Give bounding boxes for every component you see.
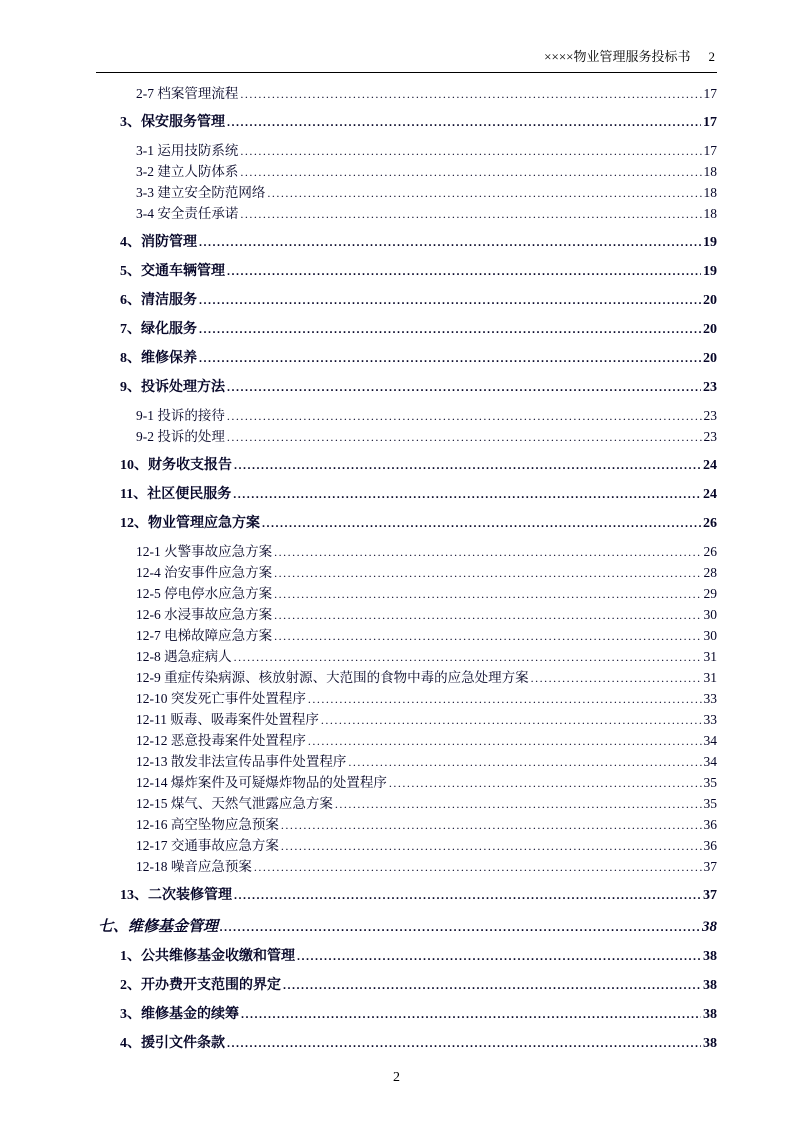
- toc-entry-label: 12-18 噪音应急预案: [136, 859, 252, 874]
- toc-entry[interactable]: [96, 455, 717, 476]
- dot-leader: [274, 563, 701, 583]
- toc-entry-page: 24: [703, 458, 717, 473]
- toc-entry-label: 12-5 停电停水应急方案: [136, 586, 273, 601]
- dot-leader: [234, 885, 701, 906]
- dot-leader: [227, 427, 702, 447]
- toc-entry-label: 13、二次装修管理: [120, 888, 232, 903]
- toc-entry-page: 37: [703, 859, 717, 874]
- toc-entry-label: 12-15 煤气、天然气泄露应急方案: [136, 796, 333, 811]
- toc-entry-page: 36: [703, 838, 717, 853]
- dot-leader: [308, 731, 702, 751]
- toc-entry-label: 12-14 爆炸案件及可疑爆炸物品的处置程序: [136, 775, 387, 790]
- toc-entry-page: 17: [703, 143, 717, 158]
- toc-entry-label: 6、清洁服务: [120, 293, 197, 308]
- toc-entry-label: 4、援引文件条款: [120, 1036, 225, 1051]
- toc-entry[interactable]: [96, 857, 717, 877]
- dot-leader: [274, 626, 701, 646]
- dot-leader: [241, 1004, 701, 1025]
- toc-entry-page: 18: [703, 206, 717, 221]
- dot-leader: [227, 261, 701, 282]
- dot-leader: [281, 836, 702, 856]
- toc-entry-page: 24: [703, 487, 717, 502]
- toc-entry[interactable]: [96, 141, 717, 161]
- toc-entry-page: 31: [703, 670, 717, 685]
- toc-entry-label: 2、开办费开支范围的界定: [120, 978, 281, 993]
- toc-entry[interactable]: [96, 605, 717, 625]
- toc-entry[interactable]: [96, 232, 717, 253]
- dot-leader: [227, 112, 701, 133]
- toc-entry[interactable]: [96, 584, 717, 604]
- toc-entry-label: 5、交通车辆管理: [120, 264, 225, 279]
- toc-entry[interactable]: [96, 885, 717, 906]
- toc-entry[interactable]: [96, 626, 717, 646]
- toc-entry-label: 1、公共维修基金收缴和管理: [120, 949, 295, 964]
- toc-entry-label: 12-9 重症传染病源、核放射源、大范围的食物中毒的应急处理方案: [136, 670, 529, 685]
- dot-leader: [274, 542, 701, 562]
- toc-entry-label: 3-2 建立人防体系: [136, 164, 239, 179]
- toc-entry[interactable]: [96, 710, 717, 730]
- toc-entry-page: 20: [703, 351, 717, 366]
- toc-entry-page: 18: [703, 185, 717, 200]
- toc-entry-label: 12-17 交通事故应急方案: [136, 838, 279, 853]
- toc-entry[interactable]: [96, 731, 717, 751]
- toc-entry-page: 17: [703, 86, 717, 101]
- toc-entry-label: 12-8 遇急症病人: [136, 649, 232, 664]
- toc-entry-label: 9-1 投诉的接待: [136, 408, 225, 423]
- toc-entry[interactable]: [96, 484, 717, 505]
- dot-leader: [227, 1033, 701, 1054]
- toc-entry-page: 30: [703, 607, 717, 622]
- page-header: [96, 46, 717, 73]
- footer-page-number: 2: [393, 1070, 400, 1085]
- dot-leader: [308, 689, 702, 709]
- toc-entry-label: 3-3 建立安全防范网络: [136, 185, 266, 200]
- dot-leader: [281, 815, 702, 835]
- dot-leader: [297, 946, 701, 967]
- toc-entry-page: 23: [703, 380, 717, 395]
- header-page-number: 2: [708, 49, 715, 64]
- toc-entry-page: 26: [703, 516, 717, 531]
- dot-leader: [233, 484, 701, 505]
- toc-entry-label: 七、维修基金管理: [98, 919, 219, 935]
- dot-leader: [199, 232, 701, 253]
- dot-leader: [262, 513, 701, 534]
- toc-entry[interactable]: [96, 1033, 717, 1054]
- toc-entry[interactable]: [96, 917, 717, 937]
- table-of-contents: [96, 84, 717, 1054]
- toc-entry-page: 23: [703, 408, 717, 423]
- dot-leader: [254, 857, 702, 877]
- toc-entry-page: 20: [703, 322, 717, 337]
- dot-leader: [267, 183, 701, 203]
- toc-entry-page: 35: [703, 775, 717, 790]
- toc-entry-label: 12-11 贩毒、吸毒案件处置程序: [136, 712, 319, 727]
- toc-entry[interactable]: [96, 836, 717, 856]
- toc-entry-page: 38: [702, 919, 717, 935]
- toc-entry[interactable]: [96, 162, 717, 182]
- toc-entry-label: 12-10 突发死亡事件处置程序: [136, 691, 306, 706]
- toc-entry-label: 9-2 投诉的处理: [136, 429, 225, 444]
- toc-entry-page: 17: [703, 115, 717, 130]
- dot-leader: [227, 406, 702, 426]
- dot-leader: [199, 348, 701, 369]
- toc-entry-label: 12-16 高空坠物应急预案: [136, 817, 279, 832]
- toc-entry-page: 28: [703, 565, 717, 580]
- toc-entry[interactable]: [96, 319, 717, 340]
- toc-entry-label: 2-7 档案管理流程: [136, 86, 239, 101]
- toc-entry-label: 9、投诉处理方法: [120, 380, 225, 395]
- toc-entry-page: 18: [703, 164, 717, 179]
- dot-leader: [220, 917, 700, 937]
- toc-entry[interactable]: [96, 815, 717, 835]
- dot-leader: [321, 710, 702, 730]
- dot-leader: [199, 319, 701, 340]
- dot-leader: [240, 204, 701, 224]
- toc-entry[interactable]: [96, 112, 717, 133]
- dot-leader: [240, 141, 701, 161]
- toc-entry-label: 12-13 散发非法宣传品事件处置程序: [136, 754, 347, 769]
- toc-entry[interactable]: [96, 668, 717, 688]
- toc-entry-label: 12-1 火警事故应急方案: [136, 544, 273, 559]
- toc-entry-label: 8、维修保养: [120, 351, 197, 366]
- dot-leader: [240, 84, 701, 104]
- toc-entry[interactable]: [96, 563, 717, 583]
- toc-entry-page: 19: [703, 264, 717, 279]
- dot-leader: [274, 584, 701, 604]
- toc-entry-page: 36: [703, 817, 717, 832]
- toc-entry[interactable]: [96, 406, 717, 426]
- toc-entry[interactable]: [96, 975, 717, 996]
- toc-entry-page: 30: [703, 628, 717, 643]
- toc-entry-page: 37: [703, 888, 717, 903]
- toc-entry-label: 7、绿化服务: [120, 322, 197, 337]
- toc-entry-label: 10、财务收支报告: [120, 458, 232, 473]
- toc-entry[interactable]: [96, 689, 717, 709]
- toc-entry[interactable]: [96, 183, 717, 203]
- toc-entry-label: 12-6 水浸事故应急方案: [136, 607, 273, 622]
- toc-entry-label: 3、维修基金的续筹: [120, 1007, 239, 1022]
- toc-entry[interactable]: [96, 647, 717, 667]
- toc-entry[interactable]: [96, 377, 717, 398]
- toc-entry-page: 31: [703, 649, 717, 664]
- toc-entry-label: 3-4 安全责任承诺: [136, 206, 239, 221]
- page-footer: [0, 1070, 793, 1086]
- toc-entry[interactable]: [96, 261, 717, 282]
- dot-leader: [283, 975, 701, 996]
- toc-entry-label: 12-4 治安事件应急方案: [136, 565, 273, 580]
- toc-entry-label: 12-12 恶意投毒案件处置程序: [136, 733, 306, 748]
- toc-entry-label: 3、保安服务管理: [120, 115, 225, 130]
- toc-entry-label: 12-7 电梯故障应急方案: [136, 628, 273, 643]
- toc-entry-page: 19: [703, 235, 717, 250]
- dot-leader: [240, 162, 701, 182]
- toc-entry-label: 11、社区便民服务: [120, 487, 232, 502]
- toc-entry-label: 4、消防管理: [120, 235, 197, 250]
- dot-leader: [227, 377, 701, 398]
- toc-entry[interactable]: [96, 542, 717, 562]
- toc-entry-page: 34: [703, 754, 717, 769]
- toc-entry-label: 12、物业管理应急方案: [120, 516, 260, 531]
- dot-leader: [234, 455, 701, 476]
- dot-leader: [389, 773, 702, 793]
- toc-entry[interactable]: [96, 204, 717, 224]
- toc-entry-page: 23: [703, 429, 717, 444]
- toc-entry[interactable]: [96, 794, 717, 814]
- dot-leader: [348, 752, 701, 772]
- dot-leader: [234, 647, 702, 667]
- toc-entry[interactable]: [96, 513, 717, 534]
- toc-entry[interactable]: [96, 946, 717, 967]
- dot-leader: [531, 668, 702, 688]
- toc-entry[interactable]: [96, 773, 717, 793]
- toc-entry-page: 26: [703, 544, 717, 559]
- toc-entry[interactable]: [96, 752, 717, 772]
- toc-entry-page: 34: [703, 733, 717, 748]
- header-title: ××××物业管理服务投标书: [544, 49, 691, 64]
- toc-entry[interactable]: [96, 84, 717, 104]
- toc-entry-page: 38: [703, 978, 717, 993]
- dot-leader: [335, 794, 702, 814]
- toc-entry-page: 38: [703, 1007, 717, 1022]
- toc-entry[interactable]: [96, 1004, 717, 1025]
- dot-leader: [274, 605, 701, 625]
- toc-entry[interactable]: [96, 348, 717, 369]
- toc-entry-page: 35: [703, 796, 717, 811]
- toc-entry-page: 33: [703, 712, 717, 727]
- dot-leader: [199, 290, 701, 311]
- toc-entry[interactable]: [96, 290, 717, 311]
- toc-entry-page: 38: [703, 949, 717, 964]
- toc-entry-page: 38: [703, 1036, 717, 1051]
- toc-entry-page: 20: [703, 293, 717, 308]
- toc-entry-page: 33: [703, 691, 717, 706]
- toc-entry-label: 3-1 运用技防系统: [136, 143, 239, 158]
- toc-entry[interactable]: [96, 427, 717, 447]
- toc-entry-page: 29: [703, 586, 717, 601]
